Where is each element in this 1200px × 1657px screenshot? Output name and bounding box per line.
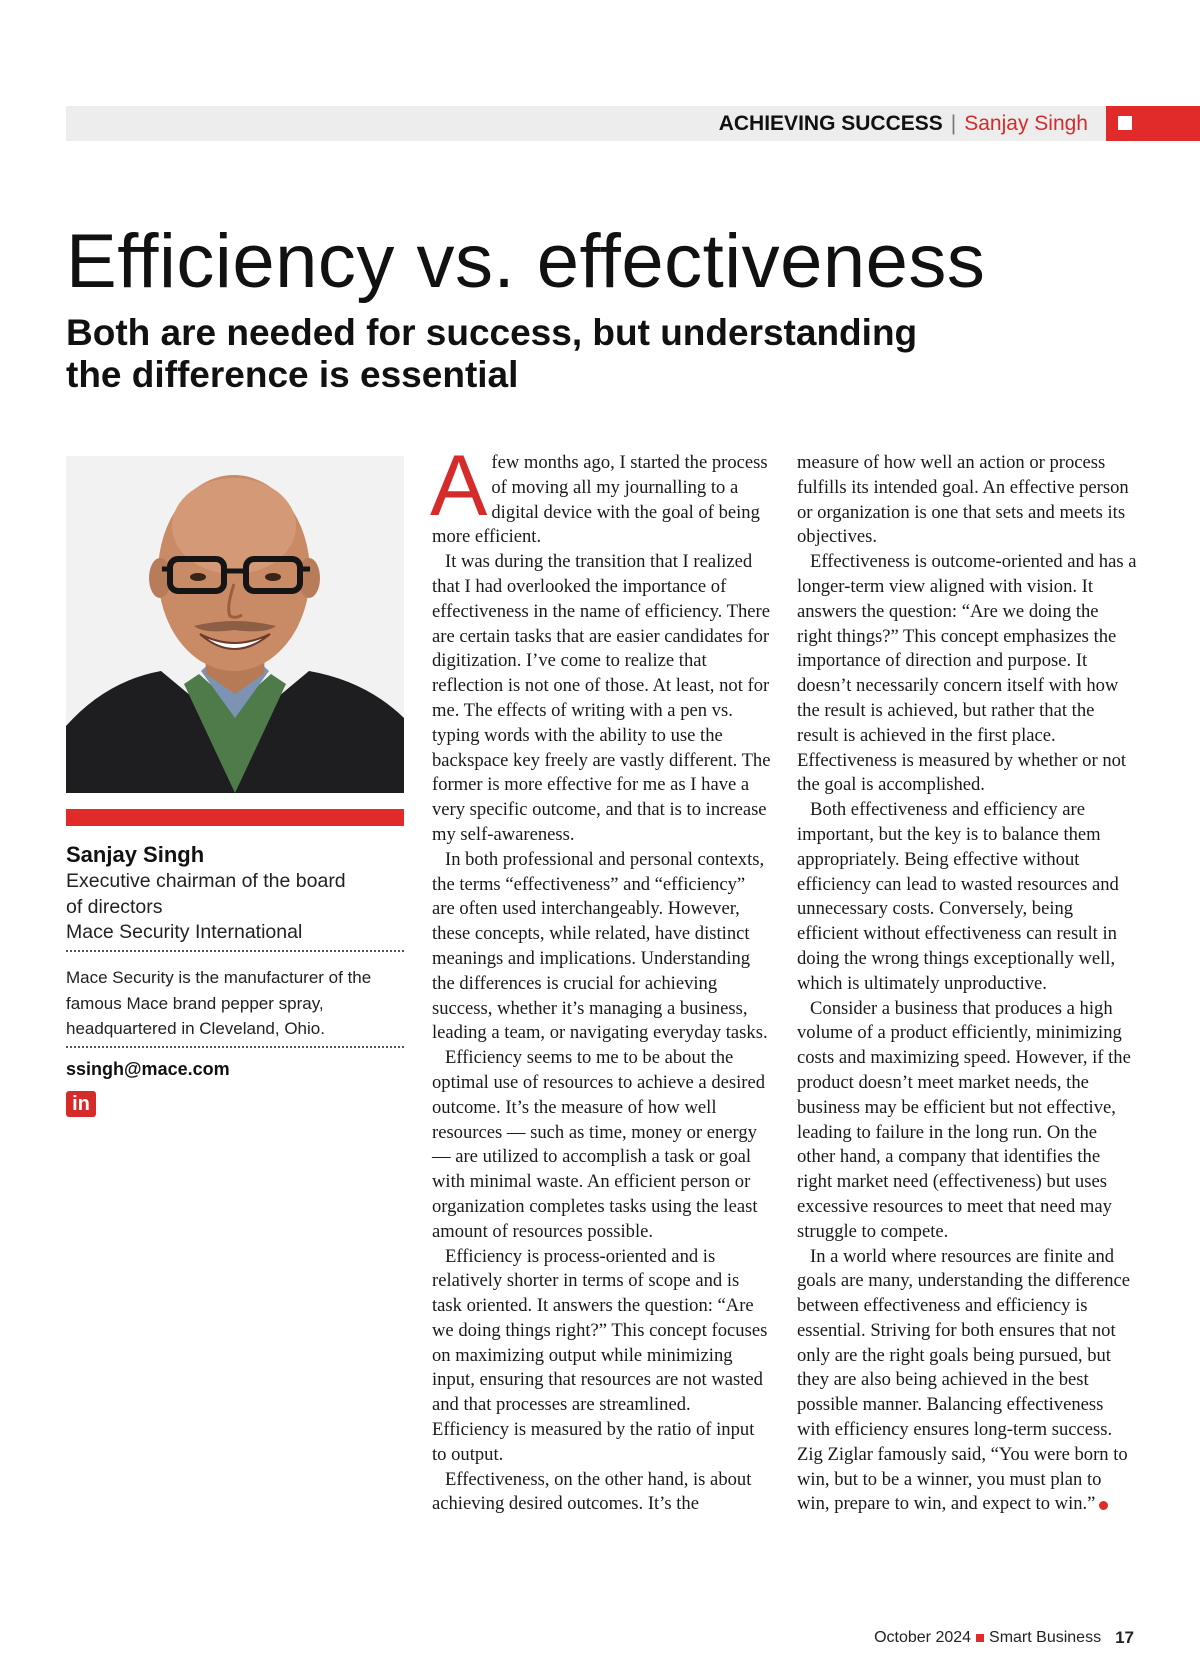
author-role-line: of directors <box>66 895 163 918</box>
article-paragraph: Effectiveness is outcome-oriented and has a longer-term view aligned with vision. It answers the question: “Are we doing the right things?” This concept emphasizes the importance of direction and purpose. It doesn’t necessarily concern itself with how the result is achieved, but rather that the result is achieved in the first place. Effectiveness is measured by whether or not the goal is accomplished. <box>797 551 1137 796</box>
divider <box>66 1046 404 1048</box>
end-dot-icon <box>1099 1501 1108 1510</box>
drop-cap: A <box>430 438 488 534</box>
header-author: Sanjay Singh <box>964 111 1088 135</box>
author-name: Sanjay Singh <box>66 842 205 867</box>
accent-rule <box>66 809 404 826</box>
section-header <box>719 106 1088 141</box>
article-paragraph: Efficiency seems to me to be about the optimal use of resources to achieve a desired outcome. It’s the measure of how well resources — such as time, money or energy — are utilized to accomplish a task or goal with minimal waste. An efficient person or organization completes tasks using the least amount of resources possible. <box>432 1047 766 1242</box>
header-accent-block <box>1106 106 1200 141</box>
square-icon <box>1118 116 1132 130</box>
article-paragraph <box>430 438 772 550</box>
article-column-1 <box>430 438 772 1517</box>
author-role <box>66 869 396 946</box>
section-label: ACHIEVING SUCCESS <box>718 111 943 135</box>
company-bio: Mace Security is the manufacturer of the famous Mace brand pepper spray, headquartered in Cleveland, Ohio. <box>66 968 372 1038</box>
article-paragraph: In both professional and personal contexts, the terms “effectiveness” and “efficiency” are often used interchangeably. However, these concepts, while related, have distinct meanings and implications. Understanding the differences is crucial for achieving success, whether it’s managing a business, leading a team, or navigating everyday tasks. <box>432 848 768 1044</box>
article-paragraph: Both effectiveness and efficiency are important, but the key is to balance them appropriately. Being effective without efficiency can lead to wasted resources and unnecessary costs. Conversely, being efficient without effectiveness can result in doing the wrong things exceptionally well, which is ultimately unproductive. <box>797 799 1119 994</box>
divider <box>66 950 404 952</box>
article-paragraph: Efficiency is process-oriented and is relatively shorter in terms of scope and is task oriented. It answers the question: “Are we doing things right?” This concept focuses on maximizing output while minimizing input, ensuring that resources are not wasted and that processes are streamlined. Efficiency is measured by the ratio of input to output. <box>432 1245 768 1465</box>
article-paragraph: Consider a business that produces a high volume of a product efficiently, minimizing costs and maximizing speed. However, if the product doesn’t meet market needs, the business may be efficient but not effective, leading to failure in the long run. On the other hand, a company that identifies the right market need (effectiveness) but uses excessive resources to meet that need may struggle to compete. <box>797 997 1131 1242</box>
page-title: Efficiency vs. effectiveness <box>66 219 986 304</box>
author-email-link[interactable]: ssingh@mace.com <box>66 1059 230 1079</box>
page-subtitle: Both are needed for success, but understanding the difference is essential <box>66 312 918 395</box>
article-paragraph: measure of how well an action or process fulfills its intended goal. An effective person or organization is one that sets and meets its objectives. <box>797 452 1129 548</box>
author-role-line: Executive chairman of the board <box>66 870 346 892</box>
square-bullet-icon <box>976 1634 984 1642</box>
footer-publication: Smart Business <box>989 1629 1102 1646</box>
article-paragraph <box>797 1245 1137 1518</box>
paragraph-text: few months ago, I started the process of moving all my journalling to a digital device with the goal of being more efficient. <box>432 452 768 548</box>
page-footer <box>874 1628 1134 1648</box>
portrait-photo <box>66 456 404 793</box>
page-number: 17 <box>1115 1628 1134 1647</box>
author-company: Mace Security International <box>66 921 303 943</box>
article-paragraph: It was during the transition that I realized that I had overlooked the importance of effectiveness in the name of efficiency. There are certain tasks that are easier candidates for digitization. I’ve come to realize that reflection is not one of those. At least, not for me. The effects of writing with a pen vs. typing words with the ability to use the backspace key freely are vastly different. The former is more effective for me as I have a very specific outcome, and that is to increase my self-awareness. <box>432 551 771 845</box>
header-separator: | <box>950 111 957 135</box>
article-paragraph: Effectiveness, on the other hand, is about achieving desired outcomes. It’s the <box>432 1468 752 1515</box>
linkedin-icon[interactable]: in <box>66 1091 96 1117</box>
article-column-2 <box>797 451 1137 1517</box>
paragraph-text: In a world where resources are finite and goals are many, understanding the difference between effectiveness and efficiency is essential. Striving for both ensures that not only are the right goals being pursued, but they are also being achieved in the best possible manner. Balancing effectiveness with efficiency ensures long-term success. Zig Ziglar famously said, “You were born to win, but to be a winner, you must plan to win, prepare to win, and expect to win.” <box>797 1245 1131 1515</box>
footer-date: October 2024 <box>874 1629 972 1646</box>
author-portrait <box>66 456 404 793</box>
